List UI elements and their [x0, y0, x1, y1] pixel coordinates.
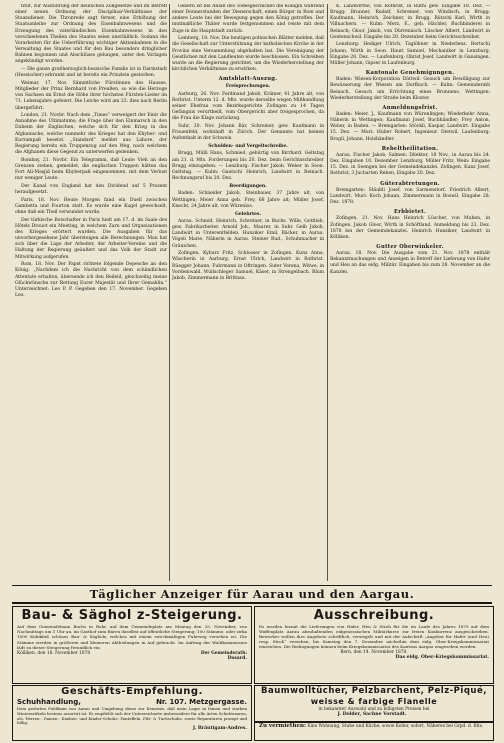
- column-rule: [327, 4, 328, 581]
- article-text: Weimar, 17. Nov. Sämmtliche Fürstinnen des Hauses, Mitglieder der Prinz Bernhard von Preußen, so wie die Herzoge von Sachsen im Ernst die Höhe ihrer höchsten Fürsten-Lieder im 71. Lebensjahre gefeiert. Die Leiche wird am 23. dies nach Berlin übergeführt.: [15, 80, 167, 111]
- column-1: [15, 4, 167, 581]
- article-text: Baden: Wiesen-Korporation Dättwil: Gesuch um Bewilligung zur Bewässerung der Wiesen am Dorfbach. — Kulm: Gemeinderath Reinach, Gesuch um Errichtung eines Brunnens. Wettingen: Wiederherstellung der Straße beim Kloster.: [330, 77, 490, 101]
- subsection-heading: Gelehrtes.: [234, 211, 261, 217]
- column-rule: [169, 4, 170, 581]
- ad-body: Dem geehrten Publikum von Aarau und Umgebung diene zur Kenntnis, daß mein Lager in feinen und starken Winterartikeln bestens assortirt ist. Es empfiehlt sich der Unterzeichnete insbesondere für alle Arten Schuhwaaren, als: Herren-, Damen-, Knaben- und Kinder-Schuhe, Pantoffeln, Filz- & Tuchschuhe, sowie Reparaturen prompt und billig.: [17, 706, 247, 726]
- column-3: [330, 4, 490, 581]
- masthead-top-rule: [12, 585, 492, 586]
- article-text: Zofingen, 21. Nov. Hans Heinrich Lüscher, von Muhen, in Zofingen. Jakob Gloor, Wirth in Schöftland. Anmeldung bis 23. Dez. 1878 bei der Gemeindekanzlei. Heinrich Hunziker, Landwirt in Kölliken.: [330, 216, 490, 240]
- ad-subtitle-right: Nr. 107. Metzgergasse.: [156, 698, 247, 706]
- ad-body: Auf dem Gemeindebann Buchs in Rohr, auf dem Gemeindeplatz am Montag den 25. November, von Nachmittags um 1 Uhr an, im Gasthof zum Bären daselbst auf öffentliche Steigerung: 100 Stämme, oder zirka 1000 Kubikfuß schönes Bau- & Sägholz, welches mit einem zweckmäßigen Fuhrweg versehen ist. Die Stämme werden in größeren und kleineren Abtheilungen in Auf gebracht. Im Auftrag der Waldkommission lädt zu dieser Steigerung freundlich ein: [17, 624, 247, 650]
- masthead-bottom-rule: [12, 602, 492, 604]
- ad-title: Geschäfts-Empfehlung.: [61, 686, 203, 697]
- ad-title: Baumwolltücher, Pelzbarchent, Pelz-Piqué,: [261, 686, 487, 696]
- ad-body: Eine Wohnung, Stube und Küche; sowie Keller, sofort. Näheres bei Grpd. d. Blts.: [307, 724, 484, 729]
- article-text: Der Kanal von England hat den Dividend auf 5 Prozent heraufgesetzt.: [15, 183, 167, 196]
- article-text: Bremgarten: Stäubli Josef, von Sarmenstorf. Friedrich Albert, Landwirt. Muri: Koch Johann, Zimmermann in Boswil. Eingabe 28. Dez. 1878.: [330, 187, 490, 206]
- article-text: Rom, 18. Nov. Der Papst richtete folgende Depesche an den König: „Nachdem ich die Nachricht von dem schändlichen Attentate erhalten, übersende ich den Beileid, gleichzeitig meine Glückwünsche zur Rettung Eurer Majestät und Ihrer Gemahlin.“ Unterzeichnet: Leo P. P. Gegeben den 17. November. Gegeben Leo.: [15, 262, 167, 299]
- ad-body: in bekannter Auswahl und zu billigsten Preisen bei: [318, 707, 430, 712]
- article-text: Brugg, Mülli Hans, Schmied, gebürtig von Birrhard. Geltstag am 21. d. Mts. Forderungen bis 20. Dez. beim Gerichtsschreiber Brugg einzugeben. — Lenzburg: Fischer Jakob, Weber in Seon. Geltstag. — Kulm: Gautschi Heinrich, Landwirt in Reinach. Rechnungsruf bis 20. Dez.: [172, 151, 324, 182]
- ad-tender: [254, 606, 494, 684]
- article-text: Gebern ist bei Anlaß des Todesgeschickes die Königin während einer Donnerstunden der Dienerschaft, einen Bürger in Rom und andere Leute bei der Bewegung gegen den König getroffen. Der mutmaßliche Thäter wurde festgenommen und reiste mit dem Zuge in die Hauptstadt zurück.: [172, 4, 324, 34]
- article-text: Lemberg, 18. Nov. Die heutigen polnischen Blätter melden, daß die Gesellschaft zur Unterstützung der katholischen Kirche in der Provinz eine Versammlung abgehalten hat. Die Vereinigung der Geistlichen mit den Landleuten wurde beschlossen. Ein Schreiben wurde an die Regierung gerichtet, um die Wiederherstellung der kirchlichen Verhältnisse zu erwirken.: [172, 36, 324, 73]
- article-text: Baden: Meier, J., Kaufmann von Würenlingen; Wiederkehr Anna, Näherin in Wettingen; Kaufmann Josef, Buchhändler; Frey Anton, Weber, in Baden. — Bremgarten: Stöckli, Kaspar, Landwirt. Eingabe 15. Dez. — Muri: Huber Robert, Ingenieur. Dietwil. Laufenburg: Brogli, Johann, Holzhändler.: [330, 112, 490, 142]
- article-text: Paris, 18. Nov. Heute Morgen fand ein Duell zwischen Gambetta und Fourton statt. Es wurde eine Kugel gewechselt, ohne daß ein Theil verwundet wurde.: [15, 197, 167, 215]
- ad-body: Es werden hiemit die Lieferungen von Hafer, Heu & Stroh für die im Laufe des Jahres 1879 auf dem Waffenplatz Aarau abzuhaltenden eidgenössischen Militärkurse zur freien Konkurrenz ausgeschrieben. Bewerber wollen ihre Angebote schriftlich, versiegelt und mit der Aufschrift „Angebot für Hafer (und Heu) resp. Stroh“ versehen, bis Samstag den 7. Dezember nächsthin dem eidg. Ober-Kriegskommissariat einreichen. Die Bedingungen können beim Kriegskommissariat des Kantons Aargau eingesehen werden.: [259, 624, 489, 650]
- ad-title: Zu vermiethen:: [259, 723, 306, 729]
- ad-shoe-shop: [12, 685, 252, 741]
- article-text: Der türkische Botschafter in Paris hielt am 17. d. im Saale des Hôtels Drouot ein Meeting, in welchem Zarn und Organisationen des Krieges erörtert wurden. Die Ausgaben für das unvorhergesehene Jahr übersteigen alle Berechnungen. Man hat sich über die Lage der Arbeiter, der Arbeiter-Vereine und die Haltung der Regierung geäußert und das Volk der Stadt zur Mitwirkung aufgerufen.: [15, 217, 167, 260]
- article-text: Aarburg, 26. Nov. Ferdinand Jakob, Krämer, 41 Jahre alt, von Rothrist. Unterm 12. d. Mts. wurde derselbe wegen Mißhandlung seiner Ehefrau vom Bezirksgerichte Zofingen zu 14 Tagen Gefängnis verurtheilt, vom Obergericht aber freigesprochen, da die Frau die Klage zurückzog.: [172, 91, 324, 122]
- ad-timber-auction: [12, 606, 252, 684]
- subsection-heading: Freisprechungen.: [225, 84, 271, 90]
- article-text: — Die ganze großherzoglich-hessische Familie ist in Darmstadt (Hessischer) erkrankt und ist bereits ein Prinzlein gestorben.: [15, 67, 167, 79]
- section-heading: Erbbietet.: [393, 209, 427, 216]
- column-2: [172, 4, 324, 581]
- ad-signature: J. Bräutigam-Andres.: [192, 726, 247, 732]
- article-text: Aarau, 18. Nov. Die Ausgabe vom 21. Nov. 1878 enthält Bekanntmachungen und Anzeigen in Betreff der Lieferung von Hafer und Heu an das eidg. Militär. Eingaben bis zum 28. November an die Kanzlei.: [330, 251, 490, 275]
- ad-textiles: [254, 685, 494, 722]
- article-text: Aarau. Schmid, Heinrich, Schreiner, in Buchs. Wille, Gottlieb, gew. Fabrikarbeiter. Arnold Joh., Maurer, in Suhr. Gelb Jakob, Landwirt in Unterentfelden. Hunziker Emil, Bäcker, in Aarau. Vögeli Marie, Näherin in Aarau. Steiner Rud., Schuhmacher in Gränichen.: [172, 219, 324, 249]
- subsection-heading: Beerdigungen.: [229, 184, 267, 190]
- article-text: Bombay, 21. Novbr. Ein Telegramm, daß Leute Vieh an den Grenzen stehen, gemeldet, die englischen Truppen hätten das Fort Ali-Masjid beim Khyberpaß eingenommen, mit dem Verlust nur weniger Leute.: [15, 157, 167, 182]
- ad-signature: Das eidg. Ober-Kriegskommissariat.: [395, 655, 489, 661]
- article-text: Zofingen. Kyburz Fritz, Schlosser in Zofingen. Kunz Anna, Wäscherin in Aarburg. Ernst Ulrich, Landwirt in Rothrist. Rüegger Johann, Fuhrmann in Oftringen. Suter Verena, Witwe, in Vordemwald. Wullschleger Samuel, Käser, in Strengelbach. Blum Jakob, Zimmermann in Brittnau.: [172, 251, 324, 281]
- article-text: Suhr, 20. Nov. Johann Bär, Schreiner, gew. Kaufmann in Frauenfeld, wohnhaft in Zürich. Der Genannte hat keinen Aufenthalt in der Schweiz.: [172, 123, 324, 142]
- ad-signature-title: Der Gemeinderath:: [200, 651, 247, 657]
- section-heading: Güterabtretungen.: [380, 180, 440, 187]
- ad-rental: [254, 722, 494, 741]
- ad-signature: Dssard.: [227, 656, 247, 662]
- supplement-masthead: Täglicher Anzeiger für Aarau und den Aargau.: [89, 587, 415, 601]
- article-text: K. Landwirthe, von Rothrist, in Rüthi gew. Eingabe 18. Dez. — Brugg: Brunner, Rudolf, Schreiner, von Windisch, in Brugg. Kaufmann, Heinrich, Zeichner, in Brugg. Rütschi Karl, Wirth in Villnachern. — Kulm: Merz, E., geb. Hächler, Buchbinderei in Reinach; Gloor, Jakob, von Dürrenäsch. Lüscher Albert, Landwirt in Gontenschwil. Eingabe bis 20. Dezember beim Gerichtsschreiber.: [330, 4, 490, 40]
- article-text: Aarau. Fischer Jakob, Salmen: Dilekter, 18 Nov., in Aarau bis 24. Dez. Eingaben 10. Dezember. Lenzburg, Müller Fritz, Wein: Eingabe 15. Dez. in Seengen bei der Gemeindekanzlei. Zofingen, Kunz Josef, Rothrist, 3 Jucharten Reben, Eingabe 20. Dez.: [330, 152, 490, 177]
- subsection-heading: Schulden- und Vergeltschreibe.: [208, 144, 288, 150]
- article-text: London, 21. Novbr. Nach dem „Times“ verweigert der Emir die Annahme des Ultimatums; die Frage über den Einmarsch in den Daheim der Englischen, welche sich für den Krieg in das Afghanische, welche nunmehr des Krieges hat den Khyber- und Kurrampaß besetzt. „Standard“ meldet aus Lahore, der Regierung bereits ein Truppenzug auf den Weg, nach welchem die Afghanen diese Gegend zu unterwerfen gedenken.: [15, 113, 167, 156]
- ad-place-date: Bern, den 14. November 1878.: [340, 650, 408, 656]
- ad-title: Ausschreibung.: [313, 608, 435, 623]
- ad-title: Bau- & Säghol z-Steigerung.: [21, 608, 243, 623]
- section-heading: Gutter Oberwinkeler.: [376, 243, 444, 250]
- section-heading: Amtsblatt-Auszug.: [218, 76, 278, 83]
- article-text: Baden: Schneider Jakob, Steinhauer, 37 Jahre alt, von Wettingen; Meier Anna geb. Frey, 68 Jahre alt; Müller Josef, Knecht, 24 Jahre alt, von Würenlos.: [172, 191, 324, 209]
- ad-rental-text: [255, 723, 493, 730]
- ad-place-date: Kölliken, den 18. November 1878: [17, 651, 91, 657]
- article-text: titut, zur Ausführung der deutschen Zollgesetze und im Betreff einer neuen Ordnung der Disciplinar-Verhältnisse der Staatsdiener. Die Thronrede sagt ferner, eine Erhöhung der Staatsanleihe zur Ordnung des Eisenbahnwesens und die Erzeugung des vaterländischen Eisenbahnwesens in den verschiedenen Theilen des Staates seien unerläßlich. Sodann die Vorarbeiten für die Ueberführung wichtiger Aktienbahnen in die Verwaltung des Staates und für den Bau besonders dringlicher Bahnen begonnen und Abschlüsse gelungen, unter den Vorlagen angekündigt worden.: [15, 4, 167, 65]
- section-heading: Rebeltheilitation.: [381, 145, 439, 152]
- article-text: Lenzburg: Hediger Ulrich, Taglöhner in Niederlenz. Bertschi Johann, Wirth in Seon. Hauri Samuel, Mechaniker in Lenzburg. Eingabe 28. Dez. — Laufenburg: Obrist Josef, Landwirt in Gansingen. Müller Johann, Gipser in Laufenburg.: [330, 42, 490, 66]
- section-heading: Kantonale Genehmigungen.: [365, 70, 455, 77]
- ad-subtitle-left: Schuhhandlung,: [17, 698, 81, 706]
- section-heading: Anmeldungsfrist.: [382, 104, 438, 111]
- ad-signature: J. Dolder, Sachne Vorstadt.: [337, 712, 407, 718]
- ad-subtitle: weisse & farbige Flanelle: [310, 697, 438, 706]
